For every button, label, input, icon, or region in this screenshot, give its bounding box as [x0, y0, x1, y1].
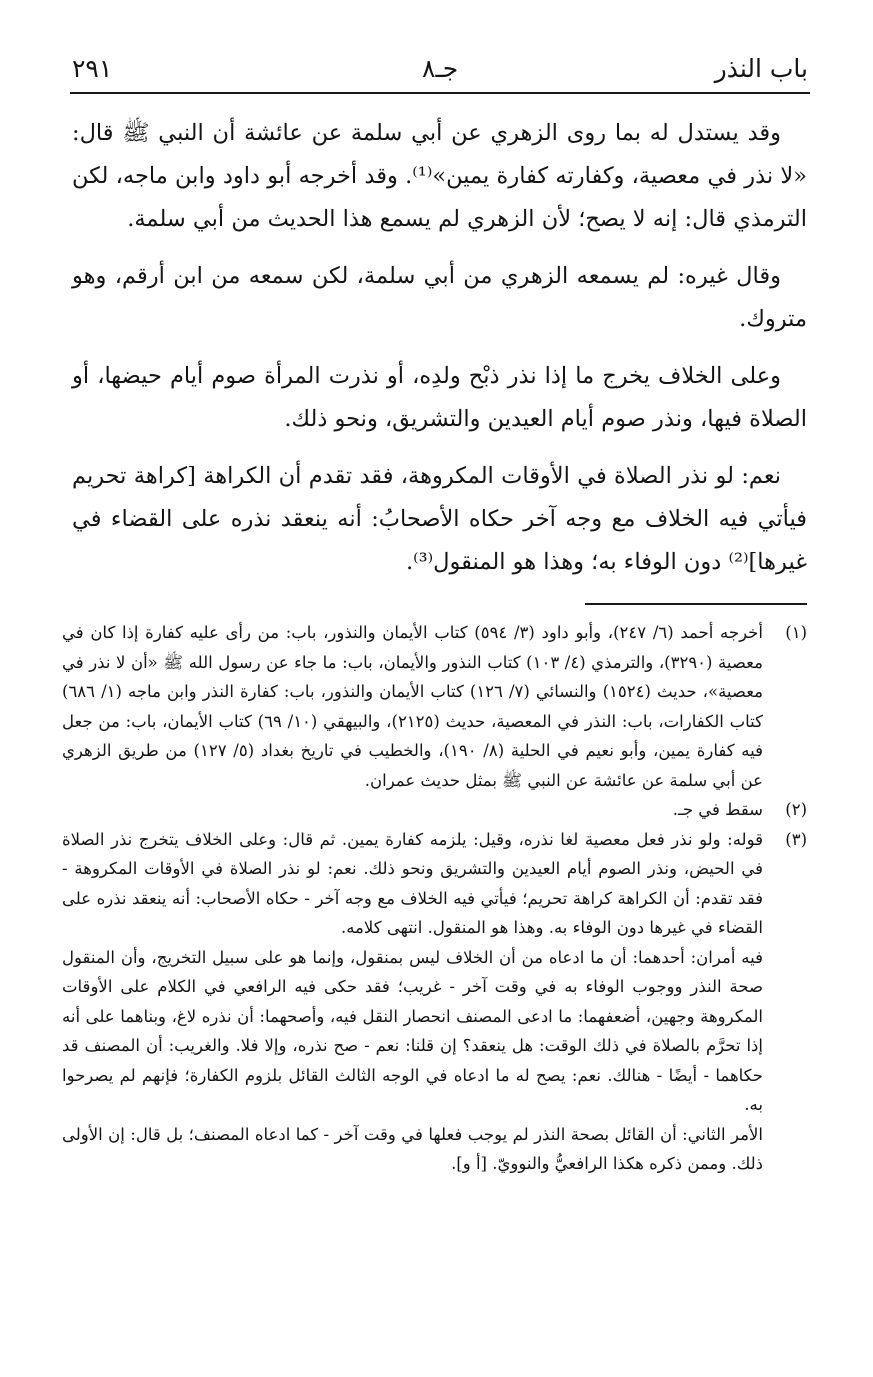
footnotes [62, 618, 807, 1179]
running-header [72, 48, 808, 88]
footnote-number: (١) [785, 623, 807, 642]
main-paragraph: نعم: لو نذر الصلاة في الأوقات المكروهة، فقد تقدم أن الكراهة [كراهة تحريم فيأتي فيه الخلاف مع وجه آخر حكاه الأصحابُ: أنه ينعقد نذره على القضاء في غيرها]⁽²⁾ دون الوفاء به؛ وهذا هو المنقول⁽³⁾. [72, 463, 807, 575]
footnote-paragraph: قوله: ولو نذر فعل معصية لغا نذره، وقيل: يلزمه كفارة يمين. ثم قال: وعلى الخلاف يتخرج نذر الصلاة في الحيض، ونذر الصوم أيام العيدين والتشريق ونحو ذلك. نعم: لو نذر الصلاة في الأوقات المكروهة - فقد تقدم: أن الكراهة كراهة تحريم؛ فيأتي فيه الخلاف مع وجه آخر - حكاه الأصحاب: أنه ينعقد نذره على القضاء في غيرها دون الوفاء به. وهذا هو المنقول. انتهى كلامه. [62, 829, 763, 937]
footnote [62, 618, 807, 795]
footnote-body [62, 795, 763, 825]
footnote-paragraph: فيه أمران: أحدهما: أن ما ادعاه من أن الخلاف ليس بمنقول، وإنما هو على سبيل التخريج، وأن المنقول صحة النذر ووجوب الوفاء به في وقت آخر - غريب؛ فقد حكى فيه الرافعي في الكلام على الأوقات المكروهة وجهين، أضعفهما: ما ادعى المصنف انحصار النقل فيه، وأصحهما: أن نذره لاغ، وبناهما على أنه إذا تحرَّم بالصلاة في ذلك الوقت: هل ينعقد؟ إن قلنا: نعم - صح نذره، وإلا فلا. والغريب: أن المصنف قد حكاهما - أيضًا - هنالك. نعم: يصح له ما ادعاه في الوجه الثالث القائل بلزوم الكفارة؛ فإنهم لم يصرحوا به. [62, 947, 763, 1114]
footnote-paragraph: أخرجه أحمد (٦/ ٢٤٧)، وأبو داود (٣/ ٥٩٤) كتاب الأيمان والنذور، باب: من رأى عليه كفارة إذا كان في معصية (٣٢٩٠)، والترمذي (٤/ ١٠٣) كتاب النذور والأيمان، باب: ما جاء عن رسول الله ﷺ «أن لا نذر في معصية»، حديث (١٥٢٤) والنسائي (٧/ ١٢٦) كتاب الأيمان والنذور، باب: كفارة النذر وابن ماجه (١/ ٦٨٦) كتاب الكفارات، باب: النذر في المعصية، حديث (٢١٢٥)، والبيهقي (١٠/ ٦٩) كتاب الأيمان، باب: من جعل فيه كفارة يمين، وأبو نعيم في الحلية (٨/ ١٩٠)، والخطيب في تاريخ بغداد (٥/ ١٢٧) من طريق الزهري عن أبي سلمة عن عائشة عن النبي ﷺ بمثل حديث عمران. [62, 623, 763, 790]
footnote-paragraph: سقط في جـ. [672, 800, 763, 819]
footnote-number: (٣) [785, 829, 807, 849]
footnote [62, 795, 807, 825]
chapter-title: باب النذر [714, 54, 808, 83]
main-text [72, 112, 807, 598]
main-paragraph: وقال غيره: لم يسمعه الزهري من أبي سلمة، لكن سمعه من ابن أرقم، وهو متروك. [72, 263, 807, 332]
volume-label: جـ٨ [422, 54, 459, 83]
main-paragraph: وقد يستدل له بما روى الزهري عن أبي سلمة عن عائشة أن النبي ﷺ قال: «لا نذر في معصية، وكفارته كفارة يمين»⁽¹⁾. وقد أخرجه أبو داود وابن ماجه، لكن الترمذي قال: إنه لا يصح؛ لأن الزهري لم يسمع هذا الحديث من أبي سلمة. [72, 120, 807, 232]
header-rule [70, 92, 810, 94]
footnote-separator [585, 603, 807, 605]
footnote [62, 825, 807, 1179]
page-number: ٢٩١ [72, 54, 113, 83]
footnote-paragraph: الأمر الثاني: أن القائل بصحة النذر لم يوجب فعلها في وقت آخر - كما ادعاه المصنف؛ بل قال: إن الأولى ذلك. وممن ذكره هكذا الرافعيُّ والنوويّ. [أ و]. [62, 1124, 763, 1173]
footnote-number: (٢) [785, 800, 807, 819]
footnote-body [62, 618, 763, 795]
footnote-body [62, 825, 763, 1179]
main-paragraph: وعلى الخلاف يخرج ما إذا نذر ذبْح ولدِه، أو نذرت المرأة صوم أيام حيضها، أو الصلاة فيها، ونذر صوم أيام العيدين والتشريق، ونحو ذلك. [72, 363, 807, 432]
